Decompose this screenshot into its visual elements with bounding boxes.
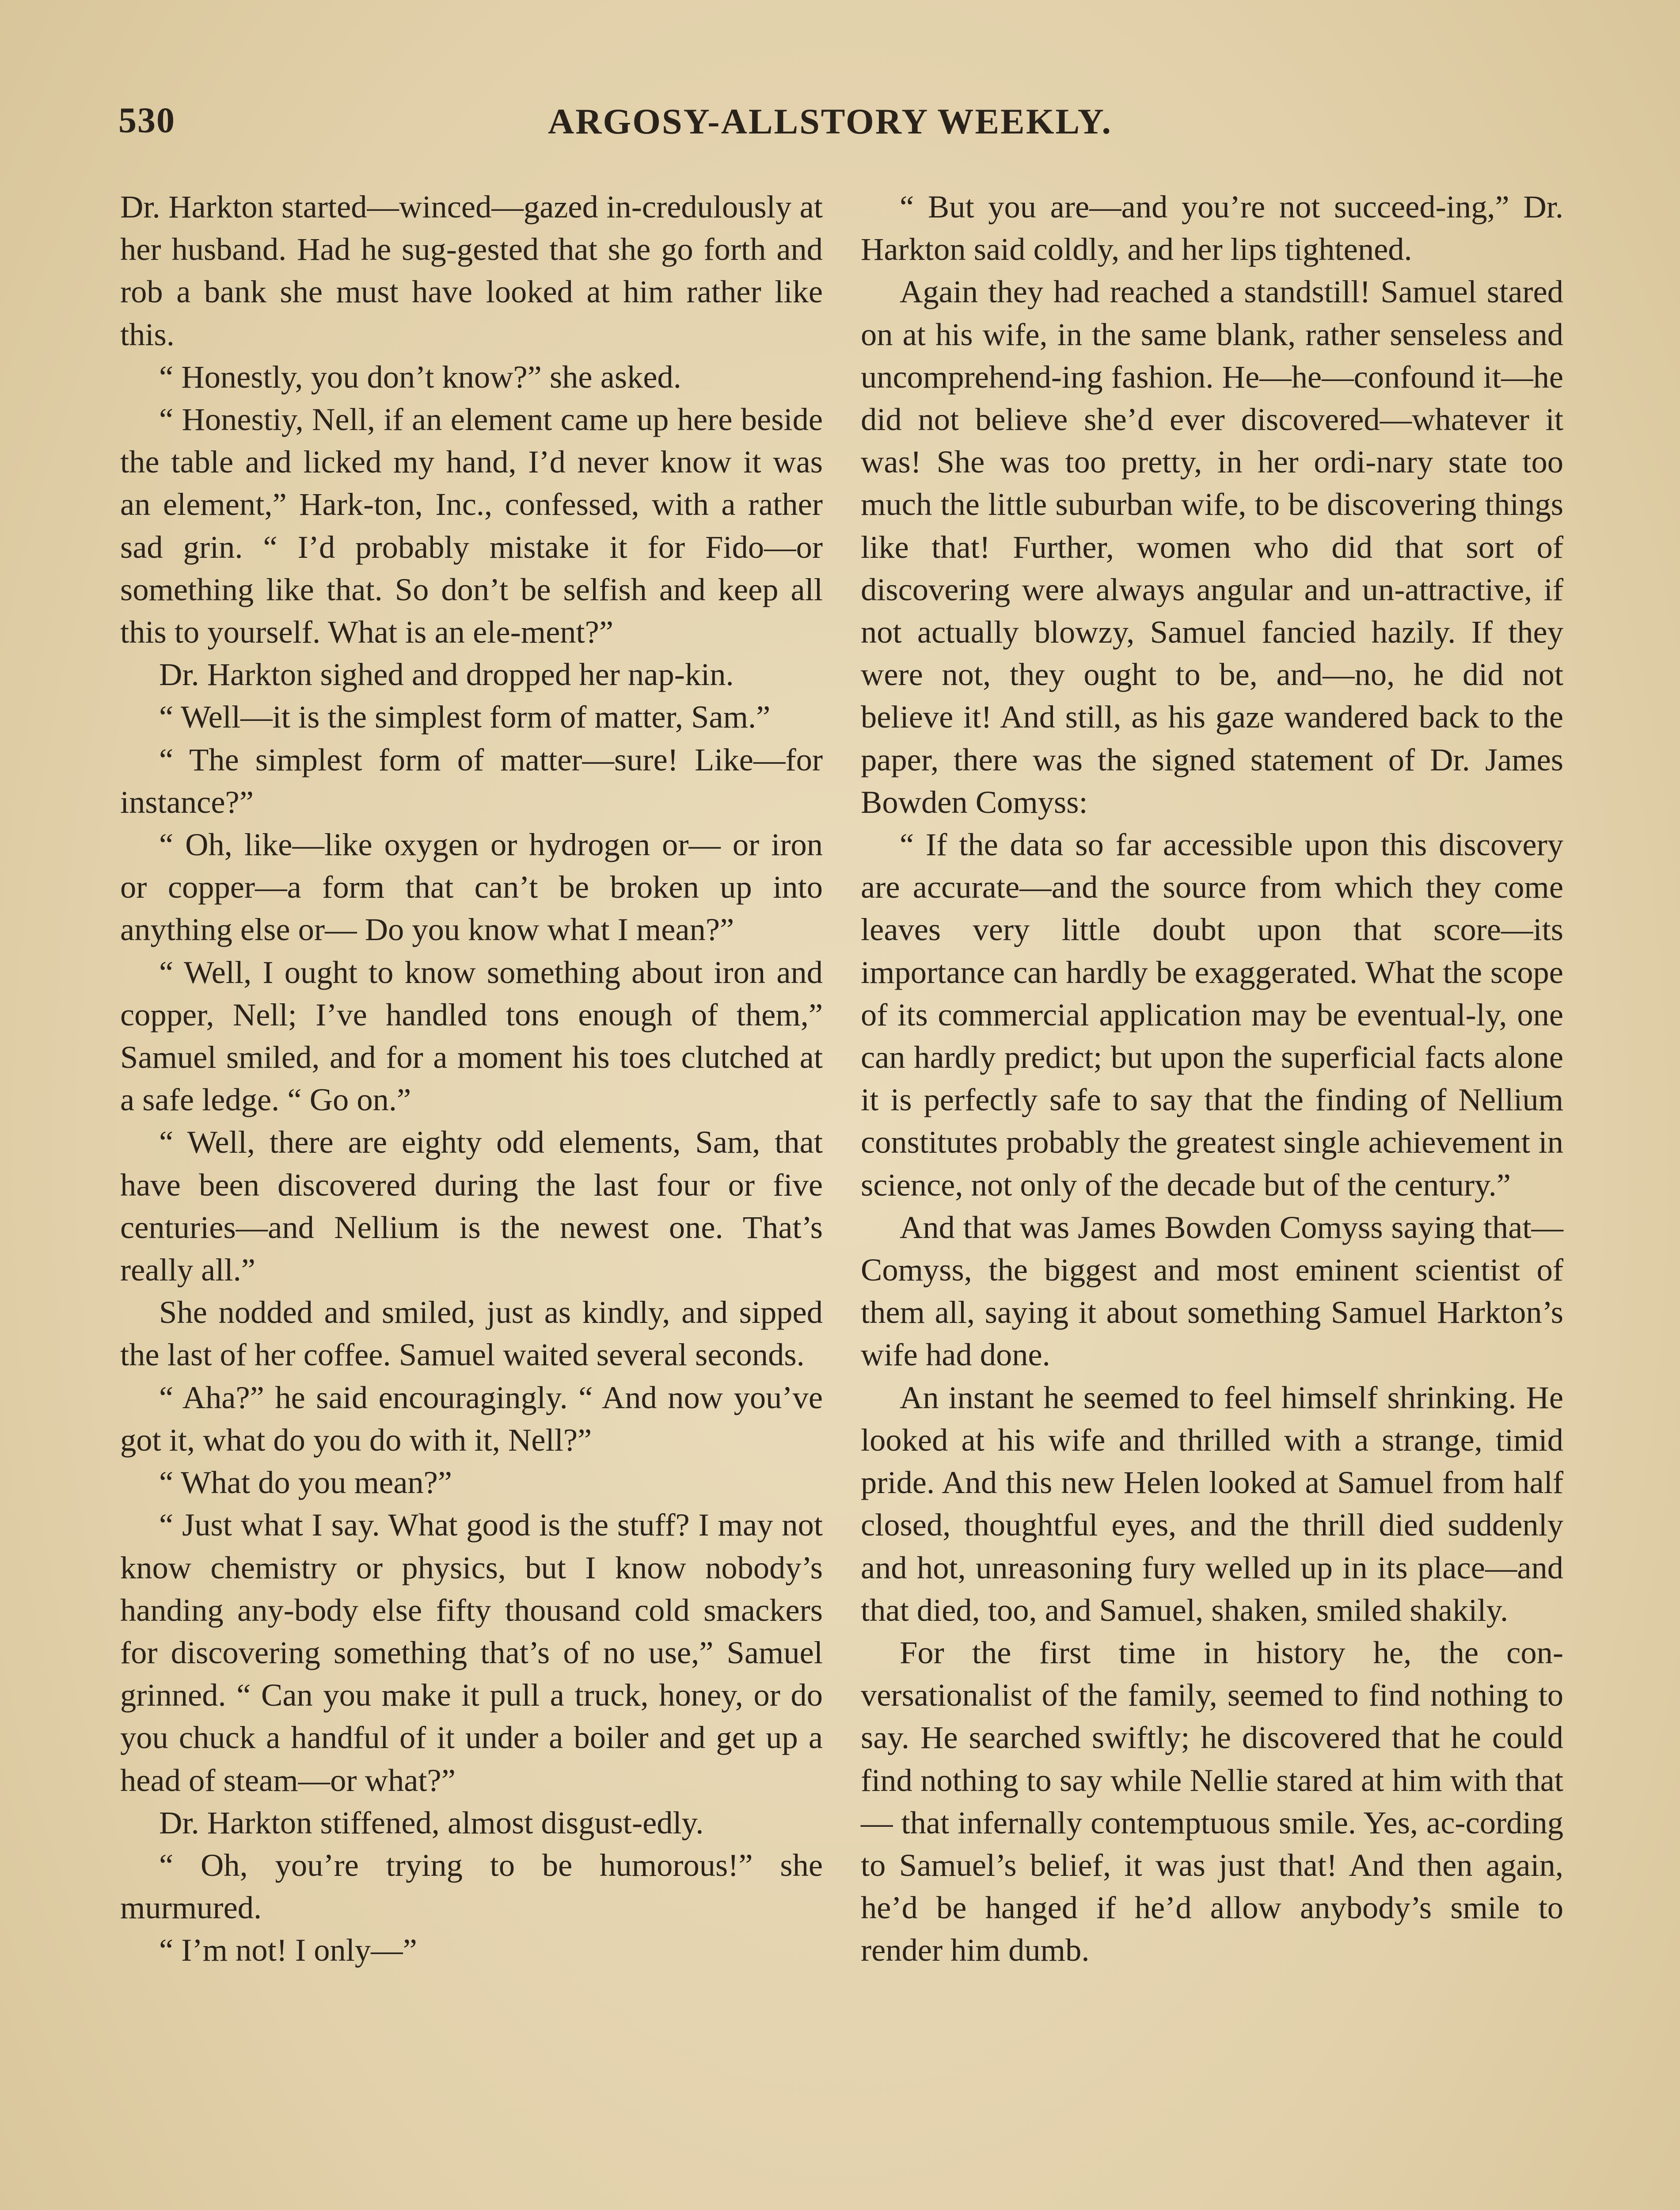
paragraph: Dr. Harkton sighed and dropped her nap-kin. xyxy=(159,656,734,693)
paragraph: “ Well, there are eighty odd elements, Sam, that have been discovered during the last four or five centuries—and Nellium is the newest one. That’s really all.” xyxy=(120,1124,823,1288)
paragraph: “ But you are—and you’re not succeed-ing,” Dr. Harkton said coldly, and her lips tightened. xyxy=(861,189,1563,267)
paragraph: “ I’m not! I only—” xyxy=(159,1932,417,1968)
paragraph: Dr. Harkton stiffened, almost disgust-edly. xyxy=(159,1804,704,1840)
right-column xyxy=(861,186,1563,1972)
paragraph: Dr. Harkton started—winced—gazed in-credulously at her husband. Had he sug-gested that she go forth and rob a bank she must have looked at him rather like this. xyxy=(120,189,823,352)
paragraph: “ Aha?” he said encouragingly. “ And now you’ve got it, what do you do with it, Nell?” xyxy=(120,1379,823,1458)
paragraph: “ Honestly, you don’t know?” she asked. xyxy=(159,358,681,395)
paragraph: An instant he seemed to feel himself shrinking. He looked at his wife and thrilled with a strange, timid pride. And this new Helen looked at Samuel from half closed, thoughtful eyes, and the thrill died suddenly and hot, unreasoning fury welled up in its place—and that died, too, and Samuel, shaken, smiled shakily. xyxy=(861,1379,1563,1628)
paragraph: “ Honestiy, Nell, if an element came up here beside the table and licked my hand, I’d never know it was an element,” Hark-ton, Inc., confessed, with a rather sad grin. “ I’d probably mistake it for Fido—or something like that. So don’t be selfish and keep all this to yourself. What is an ele-ment?” xyxy=(120,401,823,650)
paragraph: “ The simplest form of matter—sure! Like—for instance?” xyxy=(120,741,823,820)
paragraph: Again they had reached a standstill! Samuel stared on at his wife, in the same blank, rather senseless and uncomprehend-ing fashion. He—he—confound it—he did not believe she’d ever discovered—whatever it was! She was too pretty, in her ordi-nary state too much the little suburban wife, to be discovering things like that! Further, women who did that sort of discovering were always angular and un-attractive, if not actually blowzy, Samuel fancied hazily. If they were not, they ought to be, and—no, he did not believe it! And still, as his gaze wandered back to the paper, there was the signed statement of Dr. James Bowden Comyss: xyxy=(861,274,1563,820)
paragraph: For the first time in history he, the con-versationalist of the family, seemed to find nothing to say. He searched swiftly; he discovered that he could find nothing to say while Nellie stared at him with that— that infernally contemptuous smile. Yes, ac-cording to Samuel’s belief, it was just that! And then again, he’d be hanged if he’d allow anybody’s smile to render him dumb. xyxy=(861,1634,1563,1968)
paragraph: “ Just what I say. What good is the stuff? I may not know chemistry or physics, but I know nobody’s handing any-body else fifty thousand cold smackers for discovering something that’s of no use,” Samuel grinned. “ Can you make it pull a truck, honey, or do you chuck a handful of it under a boiler and get up a head of steam—or what?” xyxy=(120,1507,823,1798)
running-head: ARGOSY-ALLSTORY WEEKLY. xyxy=(548,101,1112,141)
paragraph: She nodded and smiled, just as kindly, and sipped the last of her coffee. Samuel waited several seconds. xyxy=(120,1294,823,1373)
paragraph: “ Well—it is the simplest form of matter, Sam.” xyxy=(159,699,771,735)
paragraph: “ Well, I ought to know something about iron and copper, Nell; I’ve handled tons enough of them,” Samuel smiled, and for a moment his toes clutched at a safe ledge. “ Go on.” xyxy=(120,954,823,1118)
paragraph: And that was James Bowden Comyss saying that—Comyss, the biggest and most eminent scientist of them all, saying it about something Samuel Harkton’s wife had done. xyxy=(861,1209,1563,1373)
page-number: 530 xyxy=(118,100,175,140)
paragraph: “ Oh, like—like oxygen or hydrogen or— or iron or copper—a form that can’t be broken up into anything else or— Do you know what I mean?” xyxy=(120,827,823,948)
paragraph: “ If the data so far accessible upon this discovery are accurate—and the source from which they come leaves very little doubt upon that score—its importance can hardly be exaggerated. What the scope of its commercial application may be eventual-ly, one can hardly predict; but upon the superficial facts alone it is perfectly safe to say that the finding of Nellium constitutes probably the greatest single achievement in science, not only of the decade but of the century.” xyxy=(861,827,1563,1203)
paragraph: “ Oh, you’re trying to be humorous!” she murmured. xyxy=(120,1847,823,1926)
left-column xyxy=(120,186,823,1972)
paragraph: “ What do you mean?” xyxy=(159,1464,452,1501)
